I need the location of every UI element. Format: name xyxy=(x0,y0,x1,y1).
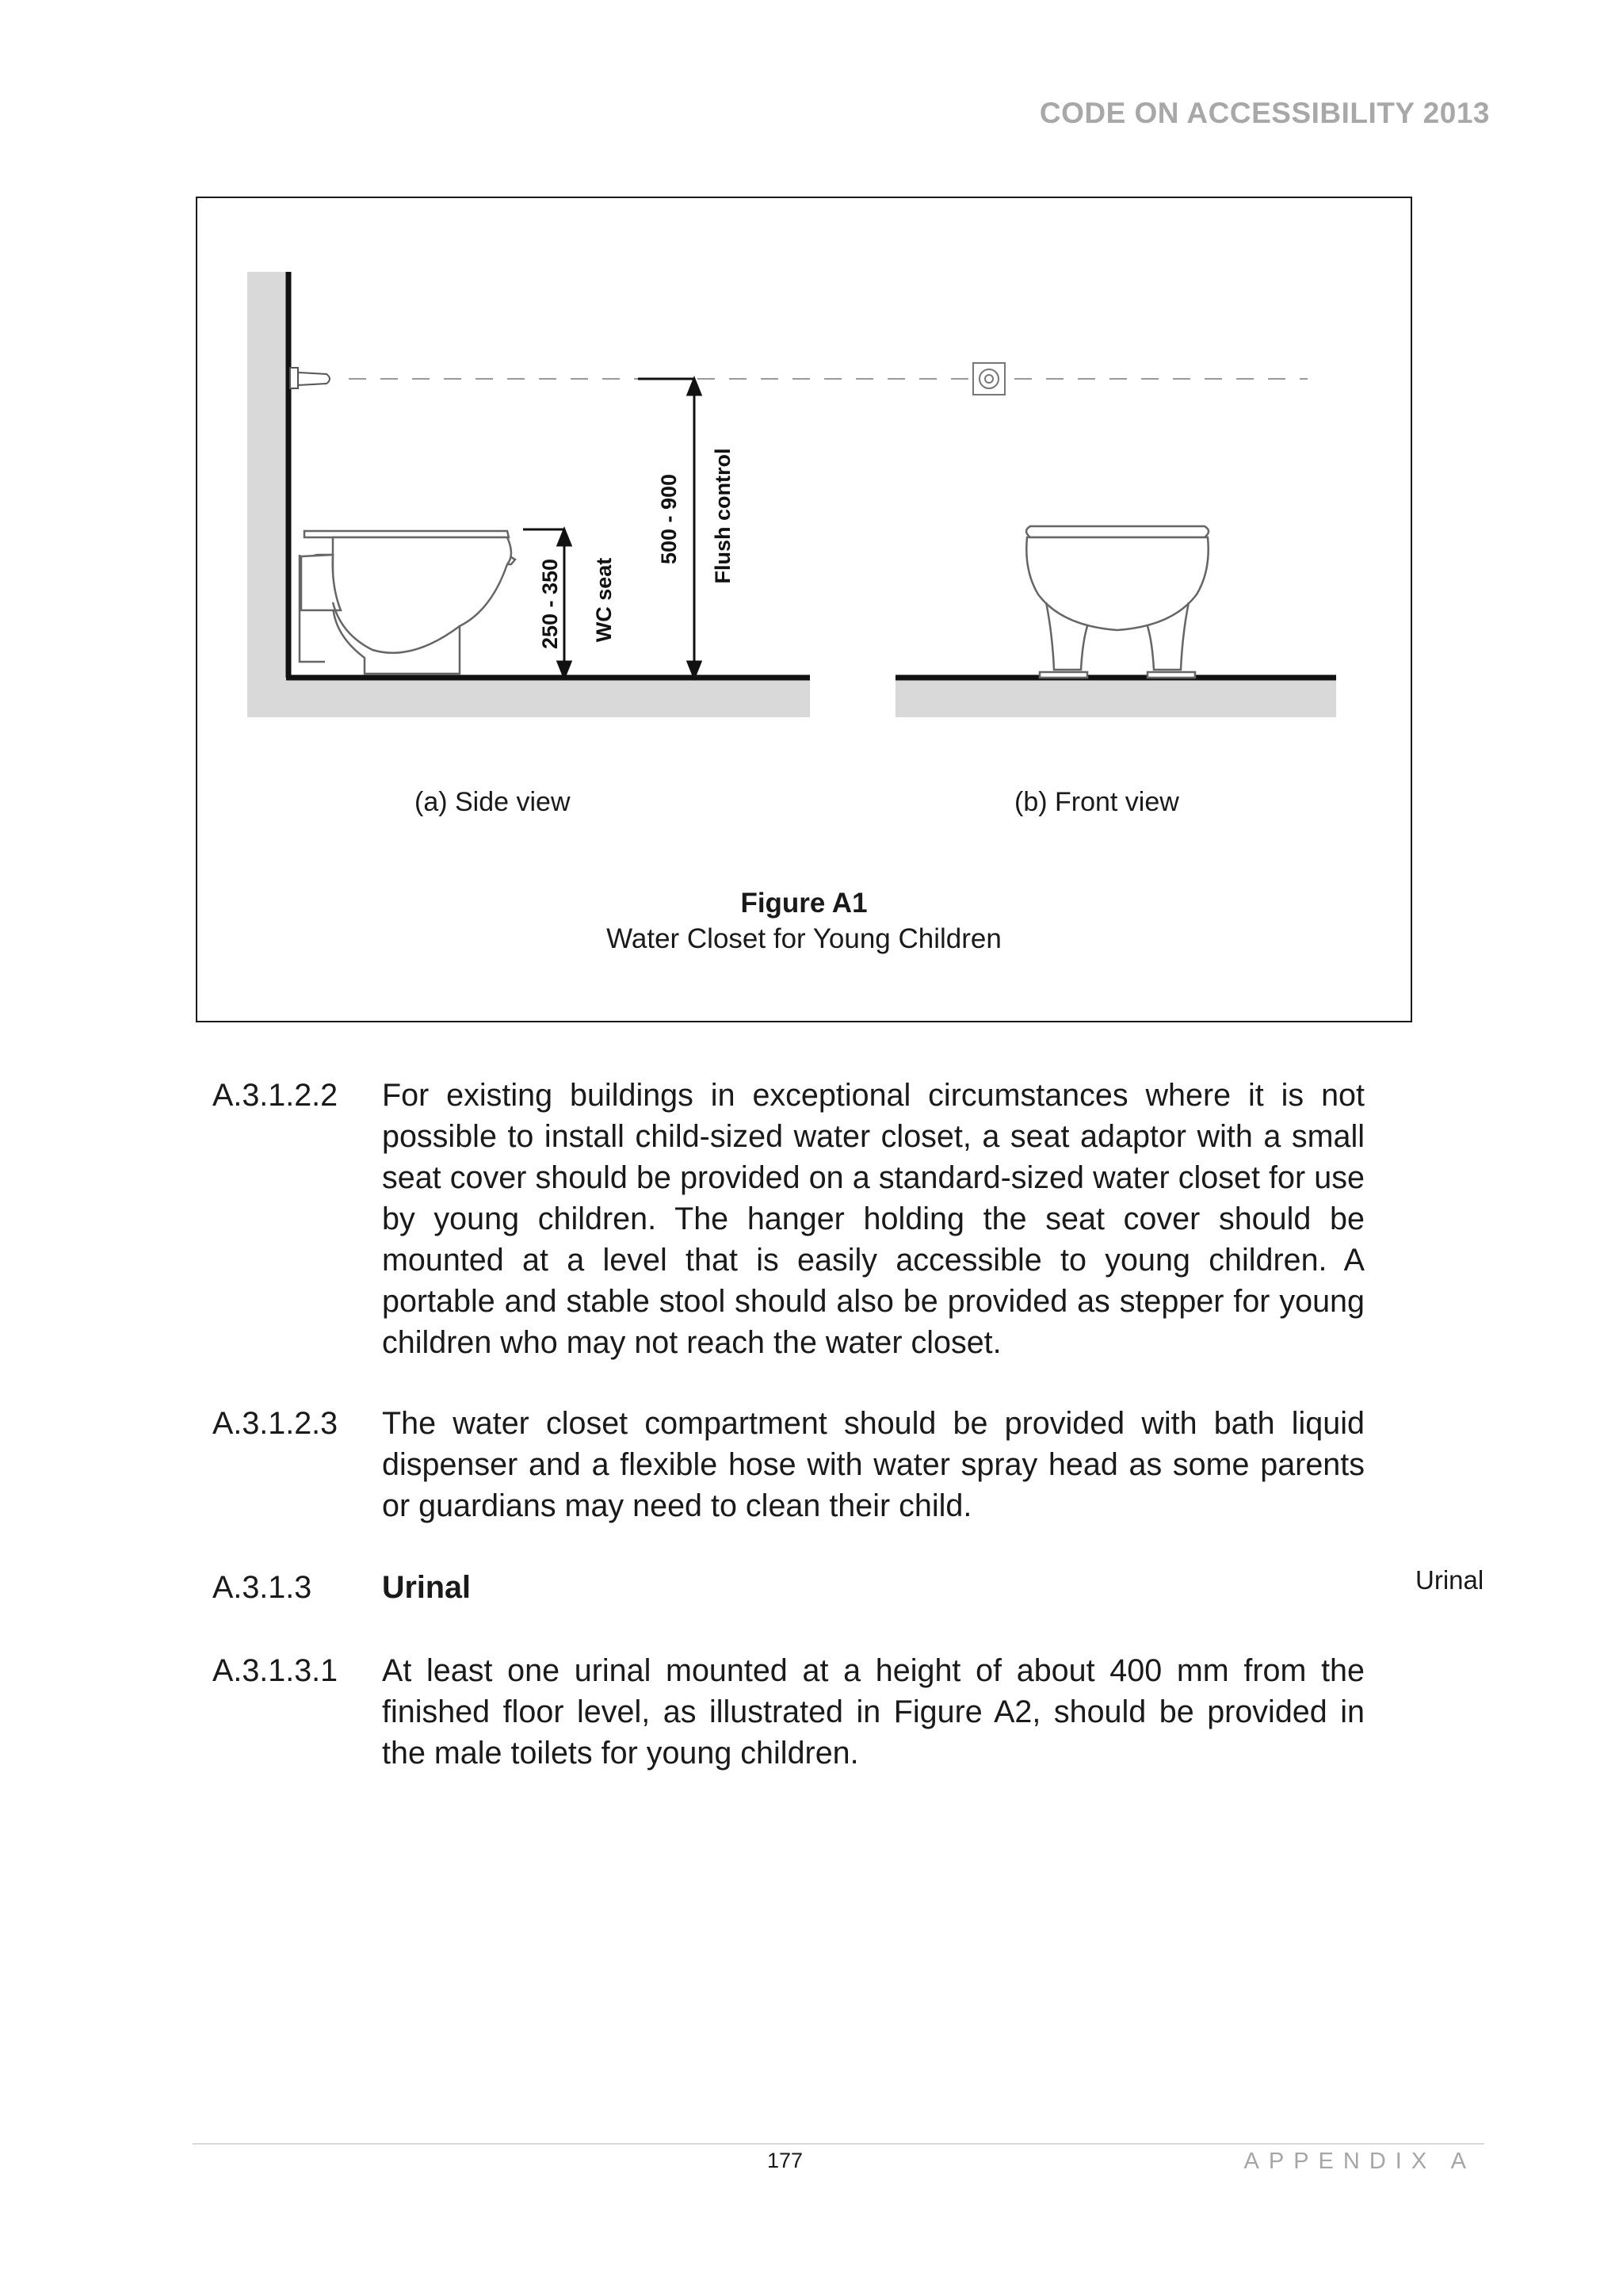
footer-rule xyxy=(193,2143,1484,2145)
front-floor xyxy=(896,678,1336,717)
clause-number: A.3.1.2.2 xyxy=(212,1078,338,1113)
flush-control-label: Flush control xyxy=(711,448,735,584)
figure-title: Figure A1 xyxy=(740,888,868,919)
side-floor xyxy=(247,678,810,717)
flush-dimension-label: 500 - 900 xyxy=(657,473,681,565)
clause-text: The water closet compartment should be provided with bath liquid dispenser and a flexible hose with water spray head as some parents or guardians may need to clean their child. xyxy=(382,1406,1365,1523)
clause-text: For existing buildings in exceptional circumstances where it is not possible to install child-sized water closet, a seat adaptor with a small seat cover should be provided on a standard-sized water closet for use by young children. The hanger holding the seat cover should be mounted at a level that is easily accessible to young children. A portable and stable stool should also be provided as stepper for young children who may not reach the water closet. xyxy=(382,1078,1365,1360)
wc-front-view xyxy=(1026,526,1209,678)
side-view-caption: (a) Side view xyxy=(414,787,571,817)
margin-note: Urinal xyxy=(1415,1565,1484,1595)
clause-number: A.3.1.3 xyxy=(212,1570,312,1605)
clause-heading: Urinal xyxy=(382,1570,471,1605)
side-wall xyxy=(247,272,288,717)
page-number: 177 xyxy=(767,2149,804,2172)
flush-button-icon xyxy=(973,363,1005,395)
figure-a1-drawing xyxy=(0,0,1623,1030)
wc-seat-dimension-label: 250 - 350 xyxy=(538,558,562,650)
front-view-caption: (b) Front view xyxy=(1014,787,1179,817)
clause-number: A.3.1.3.1 xyxy=(212,1653,338,1688)
clause-text: At least one urinal mounted at a height of about 400 mm from the finished floor level, as illustrated in Figure A2, should be provided in the male toilets for young children. xyxy=(382,1653,1365,1771)
wc-side-view xyxy=(300,531,515,674)
flush-lever-icon xyxy=(290,368,330,388)
figure-subtitle: Water Closet for Young Children xyxy=(606,923,1002,954)
footer-section-label: APPENDIX A xyxy=(1243,2149,1476,2174)
wc-seat-label: WC seat xyxy=(592,557,616,643)
clause-number: A.3.1.2.3 xyxy=(212,1406,338,1441)
running-header-title: CODE ON ACCESSIBILITY 2013 xyxy=(1039,97,1490,129)
